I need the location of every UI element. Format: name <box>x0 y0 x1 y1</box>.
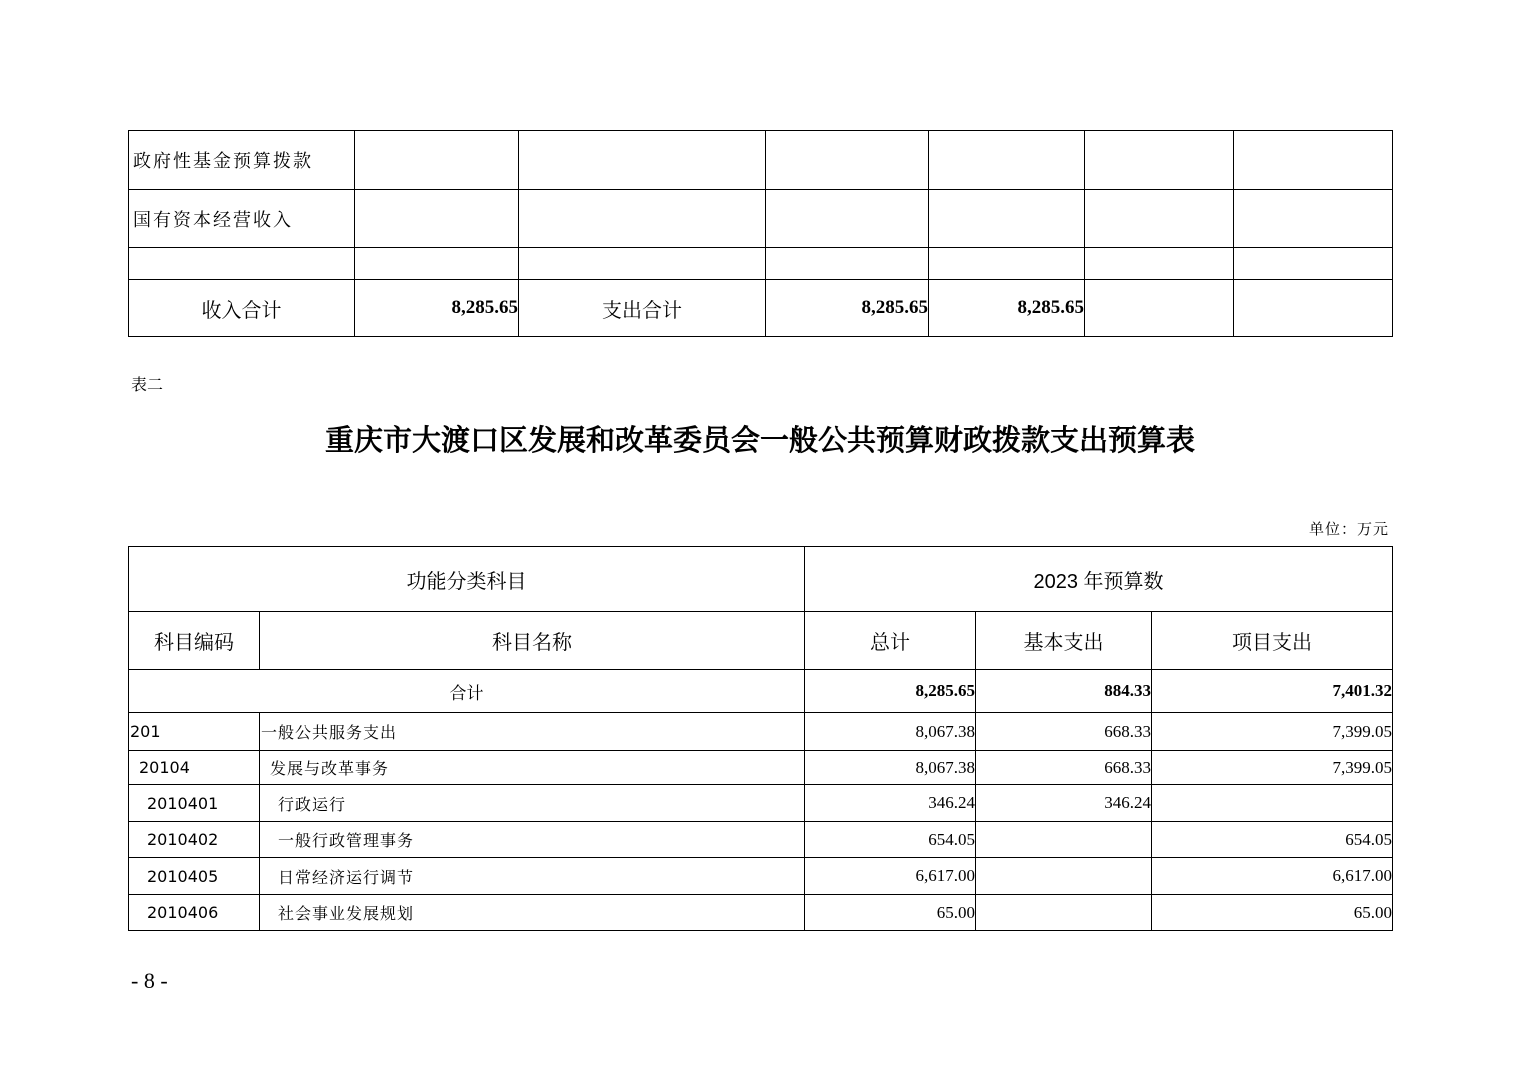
project-value: 7,401.32 <box>1152 670 1393 713</box>
row-label: 政府性基金预算拨款 <box>129 131 355 190</box>
project-value: 7,399.05 <box>1152 713 1393 751</box>
project-value <box>1152 785 1393 822</box>
subject-code: 2010402 <box>129 822 260 858</box>
basic-value <box>976 858 1152 895</box>
subject-name: 行政运行 <box>260 785 805 822</box>
subject-name: 社会事业发展规划 <box>260 895 805 931</box>
subject-name: 发展与改革事务 <box>260 751 805 785</box>
header-functional-category: 功能分类科目 <box>129 547 805 612</box>
project-value: 6,617.00 <box>1152 858 1393 895</box>
expense-total-value: 8,285.65 <box>929 280 1085 337</box>
table-row <box>129 785 1393 822</box>
expense-total-label: 支出合计 <box>519 280 766 337</box>
total-value: 65.00 <box>805 895 976 931</box>
subject-name: 一般行政管理事务 <box>260 822 805 858</box>
row-label: 国有资本经营收入 <box>129 190 355 248</box>
project-value: 65.00 <box>1152 895 1393 931</box>
basic-value <box>976 822 1152 858</box>
income-total-value: 8,285.65 <box>355 280 519 337</box>
basic-value: 346.24 <box>976 785 1152 822</box>
table-row <box>129 248 1393 280</box>
header-row <box>129 547 1393 612</box>
total-value: 654.05 <box>805 822 976 858</box>
unit-label: 单位：万元 <box>1308 520 1389 538</box>
table-row <box>129 751 1393 785</box>
subject-code: 2010405 <box>129 858 260 895</box>
header-row <box>129 612 1393 670</box>
subject-code: 20104 <box>129 751 260 785</box>
header-code: 科目编码 <box>129 612 260 670</box>
total-value: 8,285.65 <box>805 670 976 713</box>
income-total-label: 收入合计 <box>129 280 355 337</box>
table-row <box>129 895 1393 931</box>
table-row <box>129 713 1393 751</box>
total-value: 6,617.00 <box>805 858 976 895</box>
expense-total-value: 8,285.65 <box>766 280 929 337</box>
row-label <box>129 248 355 280</box>
header-basic: 基本支出 <box>976 612 1152 670</box>
page-number: - 8 - <box>131 968 168 993</box>
header-total: 总计 <box>805 612 976 670</box>
basic-value: 884.33 <box>976 670 1152 713</box>
total-value: 8,067.38 <box>805 751 976 785</box>
table-row <box>129 822 1393 858</box>
budget-expenditure-table <box>128 546 1393 931</box>
header-project: 项目支出 <box>1152 612 1393 670</box>
table-number: 表二 <box>131 375 164 394</box>
subject-code: 201 <box>129 713 260 751</box>
header-budget-year: 2023 年预算数 <box>805 547 1393 612</box>
total-value: 8,067.38 <box>805 713 976 751</box>
header-name: 科目名称 <box>260 612 805 670</box>
table-row <box>129 858 1393 895</box>
basic-value <box>976 895 1152 931</box>
total-value: 346.24 <box>805 785 976 822</box>
basic-value: 668.33 <box>976 713 1152 751</box>
total-row <box>129 280 1393 337</box>
subject-code: 2010401 <box>129 785 260 822</box>
income-expense-summary-table <box>128 130 1393 337</box>
document-title: 重庆市大渡口区发展和改革委员会一般公共预算财政拨款支出预算表 <box>324 423 1195 457</box>
project-value: 7,399.05 <box>1152 751 1393 785</box>
subject-code: 2010406 <box>129 895 260 931</box>
table-row <box>129 190 1393 248</box>
table-row <box>129 131 1393 190</box>
total-label: 合计 <box>129 670 805 713</box>
basic-value: 668.33 <box>976 751 1152 785</box>
project-value: 654.05 <box>1152 822 1393 858</box>
subject-name: 日常经济运行调节 <box>260 858 805 895</box>
total-row <box>129 670 1393 713</box>
subject-name: 一般公共服务支出 <box>260 713 805 751</box>
